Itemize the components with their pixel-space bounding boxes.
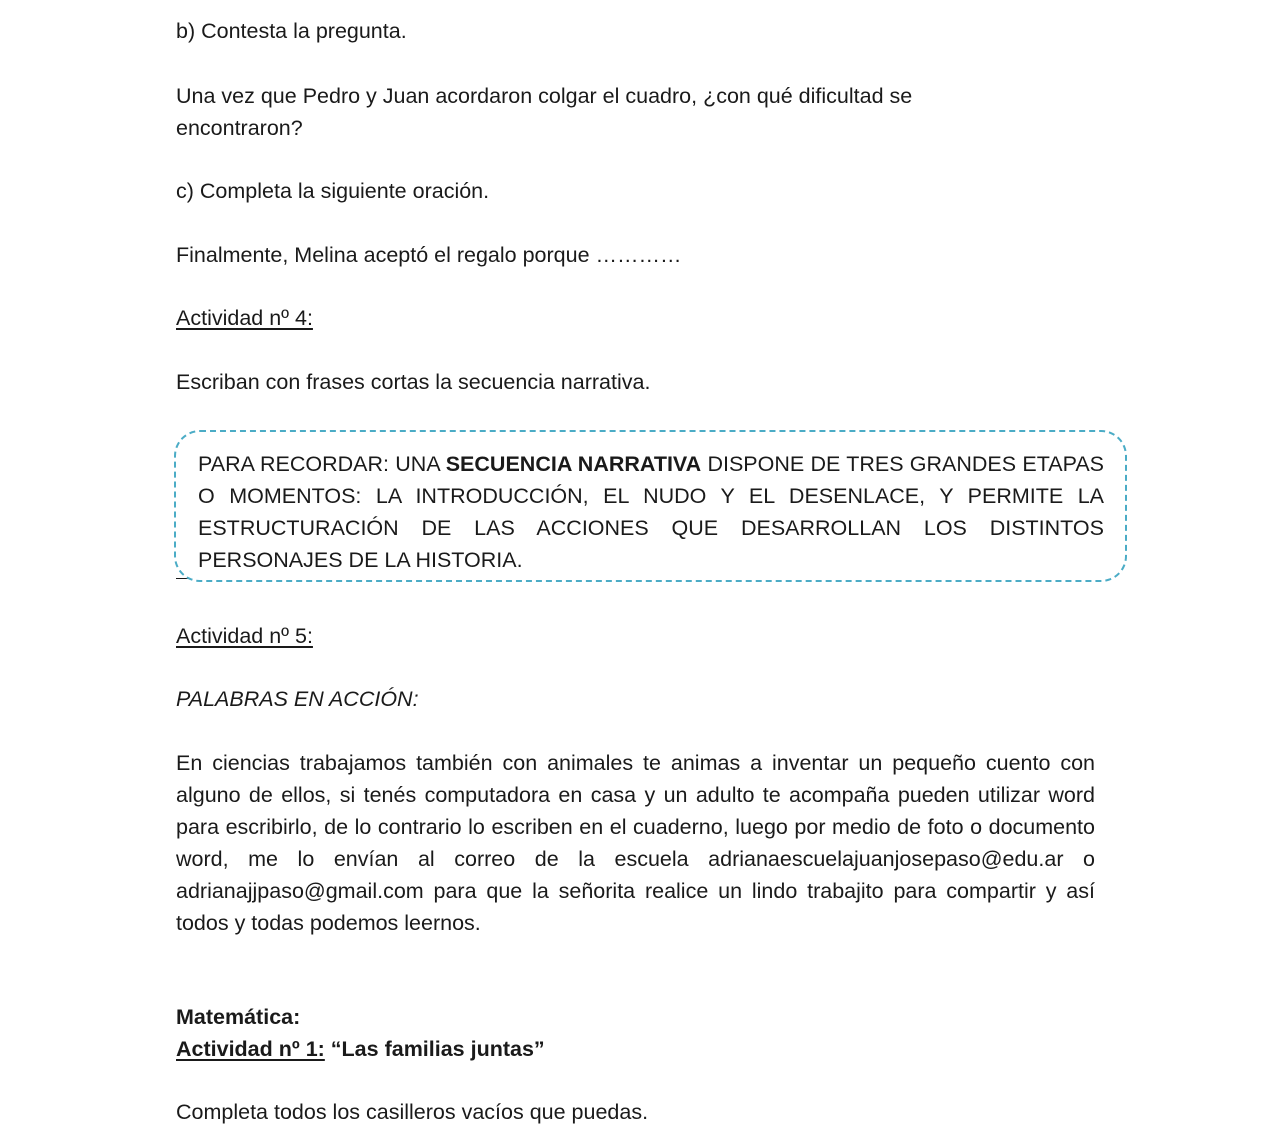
matematica-instruction: Completa todos los casilleros vacíos que puedas.: [176, 1100, 649, 1124]
section-b-label: b) Contesta la pregunta.: [176, 19, 407, 43]
section-c-label: c) Completa la siguiente oración.: [176, 179, 490, 203]
actividad-5-body: En ciencias trabajamos también con animales te animas a inventar un pequeño cuento con alguno de ellos, si tenés computadora en casa y un adulto te acompaña pueden utilizar word para escribirlo, de lo contrario lo escriben en el cuaderno, luego por medio de foto o documento word, me lo envían al correo de la escuela adrianaescuelajuanjosepaso@edu.ar o adrianajjpaso@gmail.com para que la señorita realice un lindo trabajito para compartir y así todos y todas podemos leernos.: [176, 751, 1095, 935]
matematica-actividad-heading: [176, 1033, 545, 1065]
reminder-note-suffix: DISPONE DE TRES GRANDES ETAPAS O MOMENTOS: LA INTRODUCCIÓN, EL NUDO Y EL DESENLACE, Y PERMITE LA ESTRUCTURACIÓN DE LAS ACCIONES QUE DESARROLLAN LOS DISTINTOS PERSONAJES DE LA HISTORIA.: [198, 452, 1104, 572]
actividad-5-title: Actividad nº 5:: [176, 624, 313, 648]
actividad-4-instruction: Escriban con frases cortas la secuencia narrativa.: [176, 370, 651, 394]
actividad-5-subtitle: PALABRAS EN ACCIÓN:: [176, 687, 419, 711]
section-b-question: Una vez que Pedro y Juan acordaron colgar el cuadro, ¿con qué dificultad se encontraron?: [176, 84, 913, 140]
matematica-actividad-title: Actividad nº 1:: [176, 1037, 325, 1061]
reminder-note-text: [198, 448, 1104, 576]
matematica-actividad-name: “Las familias juntas”: [324, 1037, 545, 1061]
reminder-note-box: [174, 430, 1127, 582]
section-c-sentence: Finalmente, Melina aceptó el regalo porque …………: [176, 243, 682, 267]
document-page: [176, 0, 1104, 1138]
matematica-heading: Matemática:: [176, 1005, 301, 1029]
actividad-4-title: Actividad nº 4:: [176, 306, 313, 330]
reminder-note-bold: SECUENCIA NARRATIVA: [445, 452, 702, 476]
reminder-note-prefix: PARA RECORDAR: UNA: [198, 452, 446, 476]
